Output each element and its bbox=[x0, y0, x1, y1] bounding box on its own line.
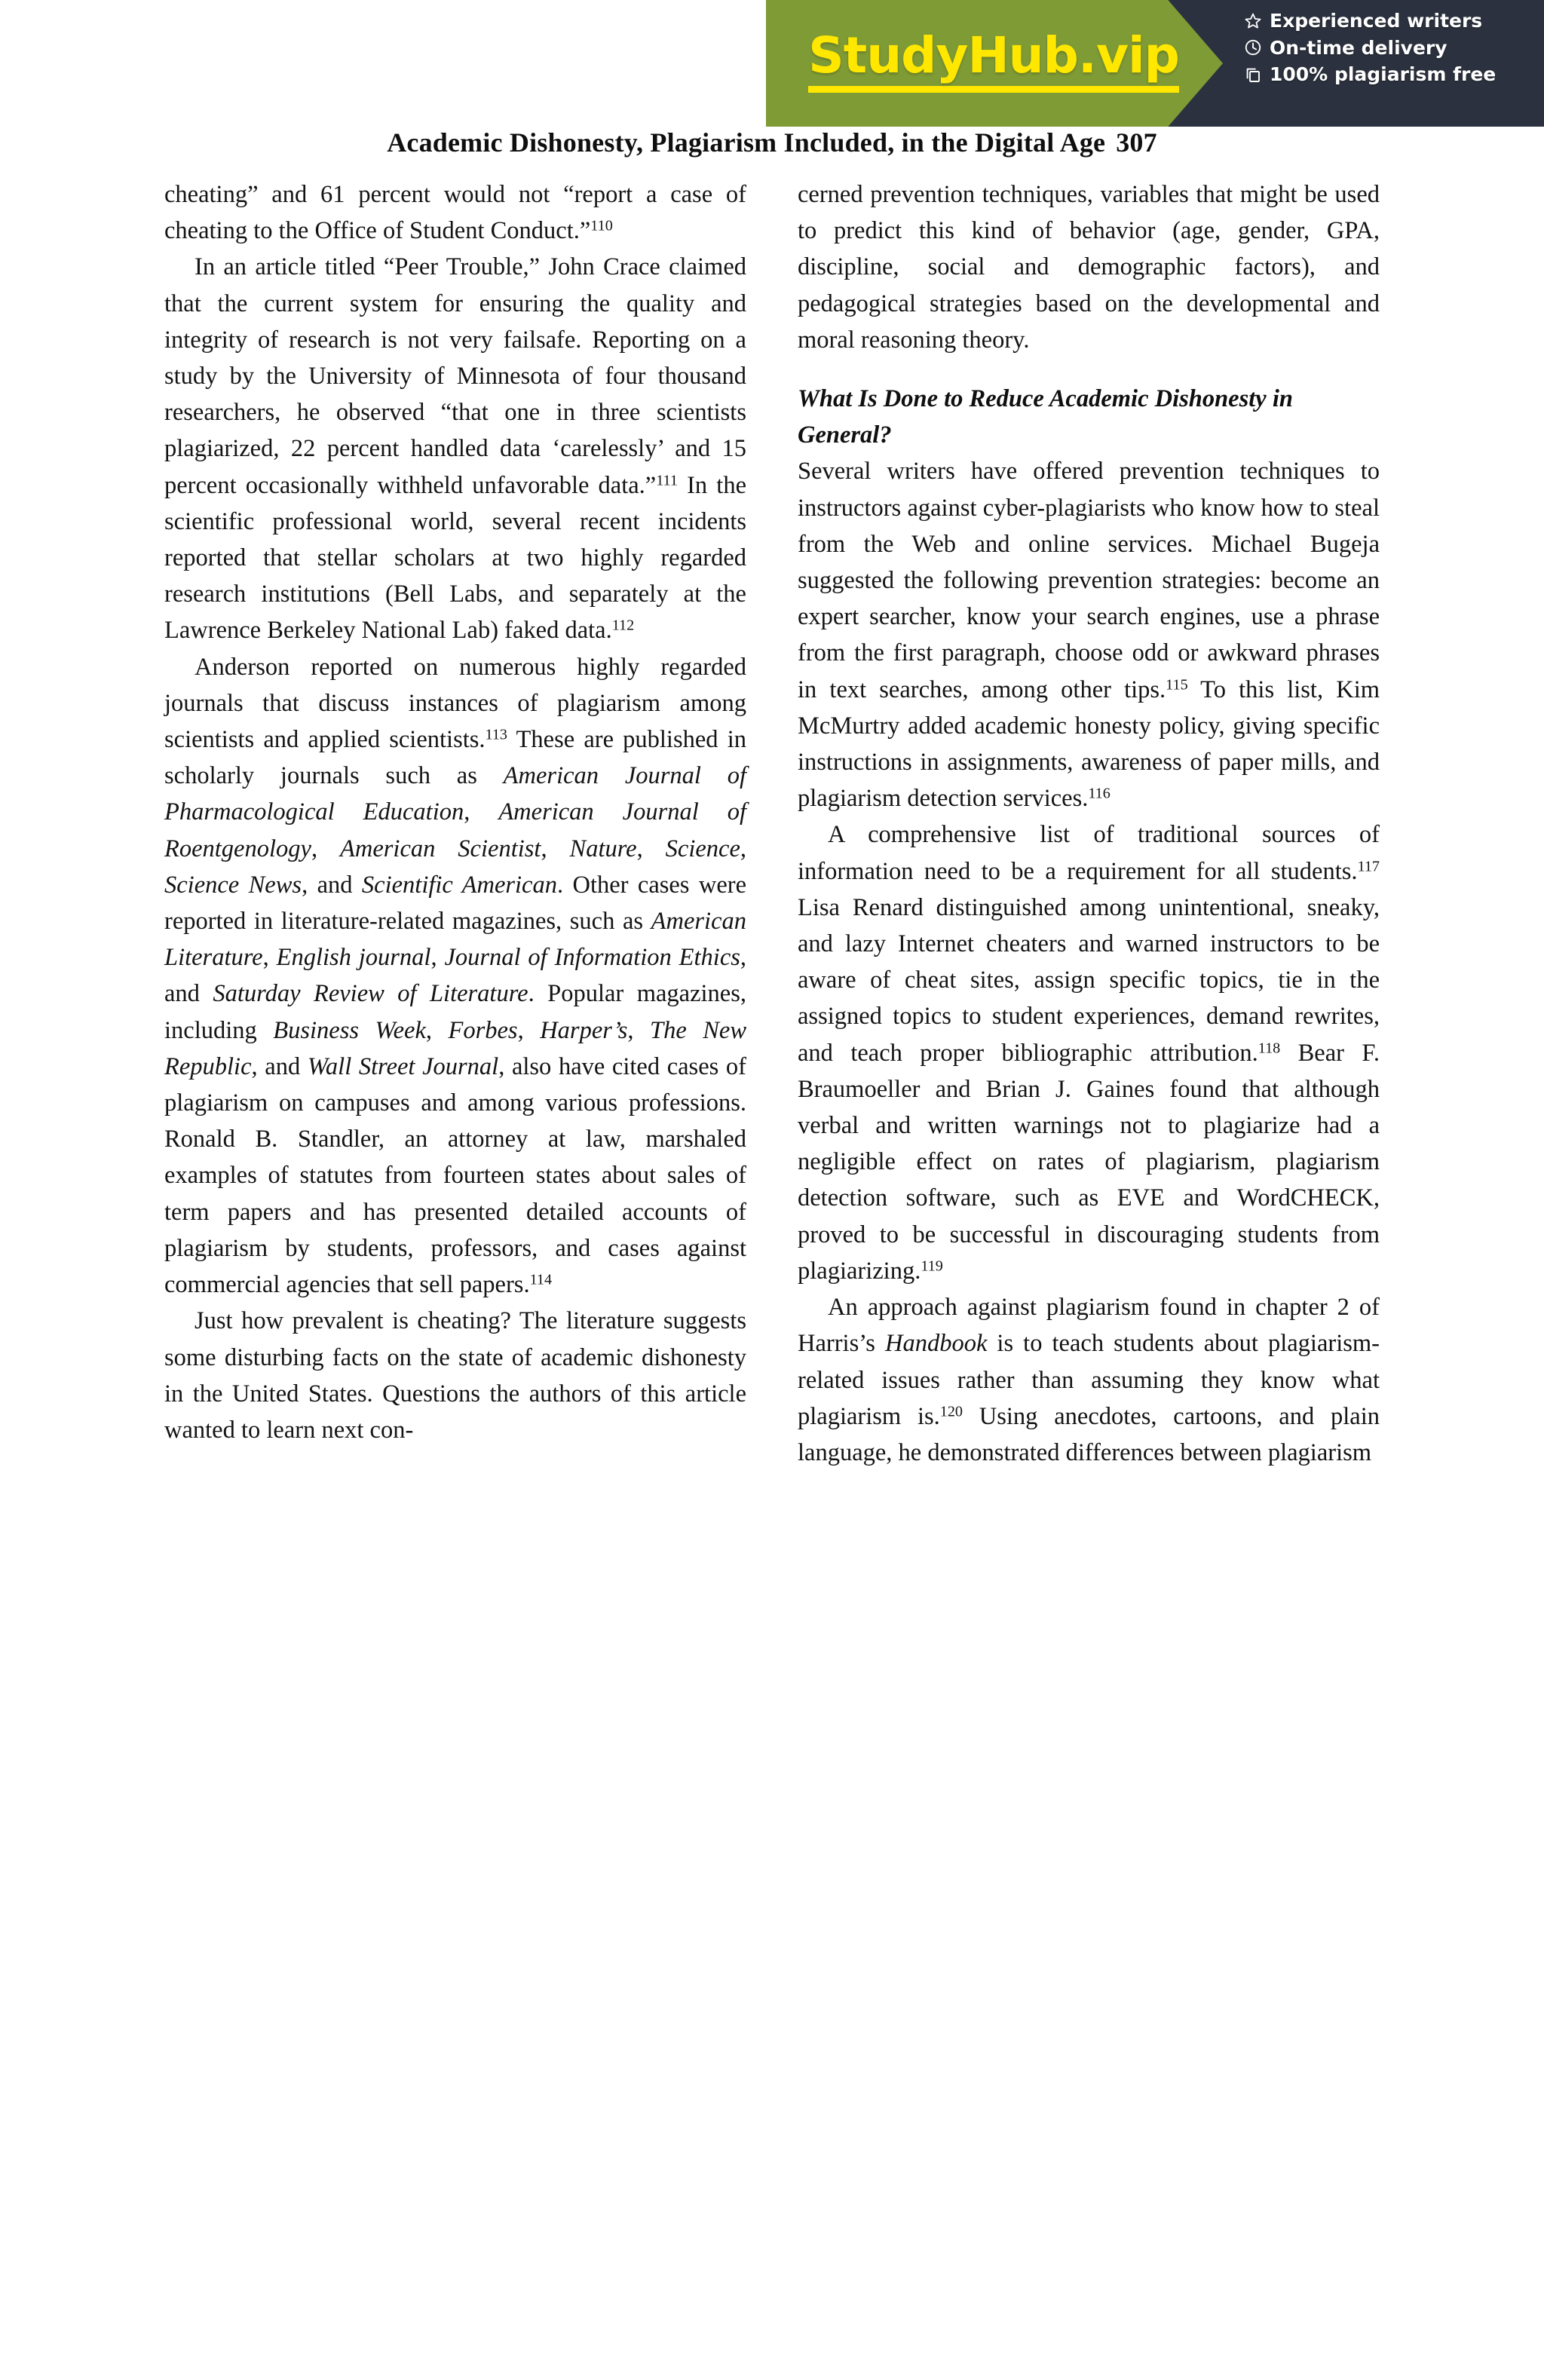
journal-title: American Literature bbox=[164, 908, 746, 972]
journal-title: Science News bbox=[164, 871, 302, 899]
clock-icon bbox=[1244, 38, 1262, 57]
watermark-feature-label: 100% plagiarism free bbox=[1270, 63, 1497, 85]
magazine-title: Wall Street Journal bbox=[307, 1052, 499, 1080]
section-subheading: What Is Done to Reduce Academic Dishonesty in General? bbox=[798, 385, 1293, 449]
journal-title: English journal bbox=[276, 944, 431, 972]
paragraph-continuation bbox=[798, 176, 1380, 358]
footnote-ref-119: 119 bbox=[921, 1257, 943, 1275]
paragraph-text: These are published in scholarly journals such as bbox=[164, 726, 746, 790]
journal-title: Journal of Information Ethics bbox=[444, 944, 740, 972]
page-body bbox=[164, 176, 1380, 1471]
watermark-feature-item bbox=[1244, 64, 1530, 85]
footnote-ref-115: 115 bbox=[1166, 676, 1188, 694]
paragraph-text: , bbox=[430, 944, 445, 972]
footnote-ref-117: 117 bbox=[1357, 858, 1380, 875]
paragraph-text: cerned prevention techniques, variables that might be used to predict this kind of behavior (age, gender, GPA, discipline, social and demographic factors), and pedagogical strategies based on the developmental and moral reasoning theory. bbox=[798, 181, 1380, 354]
watermark-feature-item bbox=[1244, 38, 1530, 59]
footnote-ref-111: 111 bbox=[656, 472, 678, 489]
paragraph-text: , bbox=[740, 835, 747, 862]
journal-title: Scientific American bbox=[361, 871, 557, 899]
running-head-title: Academic Dishonesty, Plagiarism Included, in the Digital Age bbox=[387, 127, 1106, 158]
left-text-column bbox=[164, 176, 746, 1471]
journal-title: American Scientist bbox=[340, 835, 541, 862]
magazine-title: Harper’s bbox=[540, 1016, 628, 1044]
paragraph-text: cheating” and 61 percent would not “report a case of cheating to the Office of Student Conduct.” bbox=[164, 181, 746, 245]
paragraph-text: , and bbox=[251, 1052, 308, 1080]
paragraph-text: . Other cases were reported in literature-related magazines, such as bbox=[164, 871, 746, 936]
magazine-title: The New Republic bbox=[164, 1016, 747, 1080]
journal-title: American Journal of Pharmacological Education bbox=[164, 762, 746, 826]
footnote-ref-120: 120 bbox=[939, 1403, 963, 1420]
paragraph-text: , bbox=[311, 835, 341, 862]
paragraph-prevention-techniques bbox=[798, 453, 1380, 816]
paragraph-text: Anderson reported on numerous highly regarded journals that discuss instances of plagiarism among scientists and applied scientists. bbox=[164, 653, 746, 754]
paragraph-text: In an article titled “Peer Trouble,” John Crace claimed that the current system for ensuring the quality and integrity of research is not very failsafe. Reporting on a study by the University of Minnesota of four thousand researchers, he observed “that one in three scientists plagiarized, 22 percent handled data ‘carelessly’ and 15 percent occasionally withheld unfavorable data.” bbox=[164, 253, 746, 499]
paragraph-text: , and bbox=[302, 871, 362, 899]
paragraph-text: , bbox=[636, 835, 666, 862]
page-number: 307 bbox=[1116, 127, 1157, 158]
paragraph-text: , also have cited cases of plagiarism on campuses and among various professions. Ronald B. Standler, an attorney at law, marshaled examples of statutes from fourteen states about sales of term papers and has presented detailed accounts of plagiarism by students, professors, and cases against commercial agencies that sell papers. bbox=[164, 1052, 746, 1299]
paragraph-text: Several writers have offered prevention techniques to instructors against cyber-plagiarists who know how to steal from the Web and online services. Michael Bugeja suggested the following prevention strategies: become an expert searcher, know your search engines, use a phrase from the first paragraph, choose odd or awkward phrases in text searches, among other tips. bbox=[798, 458, 1380, 703]
copy-icon bbox=[1244, 66, 1262, 84]
paragraph-prevalence bbox=[164, 1303, 746, 1448]
paragraph-text: is to teach students about plagiarism-related issues rather than assuming they know what plagiarism is. bbox=[798, 1330, 1380, 1430]
studyhub-watermark-banner bbox=[766, 0, 1544, 127]
paragraph-text: Bear F. Braumoeller and Brian J. Gaines found that although verbal and written warnings not to plagiarize had a negligible effect on rates of plagiarism, plagiarism detection software, such as EVE and WordCHECK, proved to be successful in discouraging students from plagiarizing. bbox=[798, 1039, 1380, 1285]
magazine-title: Business Week bbox=[273, 1016, 426, 1044]
watermark-logo bbox=[783, 5, 1205, 118]
paragraph-text: Just how prevalent is cheating? The literature suggests some disturbing facts on the state of academic dishonesty in the United States. Questions the authors of this article wanted to learn next con- bbox=[164, 1307, 746, 1444]
paragraph-text: In the scientific professional world, several recent incidents reported that stellar scholars at two highly regarded research institutions (Bell Labs, and separately at the Lawrence Berkeley National Lab) faked data. bbox=[164, 471, 747, 645]
watermark-feature-item bbox=[1244, 11, 1530, 32]
watermark-logo-text: StudyHub.vip bbox=[808, 31, 1179, 93]
paragraph-text: , and bbox=[164, 944, 747, 1008]
right-text-column bbox=[798, 176, 1380, 1471]
paragraph-text: A comprehensive list of traditional sources of information need to be a requirement for all students. bbox=[798, 821, 1380, 885]
paragraph-anderson bbox=[164, 649, 746, 1303]
paragraph-text: , bbox=[517, 1016, 541, 1044]
book-title: Handbook bbox=[884, 1330, 988, 1358]
paragraph-text: An approach against plagiarism found in chapter 2 of Harris’s bbox=[798, 1294, 1380, 1358]
journal-title: Nature bbox=[569, 835, 637, 862]
running-head bbox=[0, 127, 1544, 158]
paragraph-text: Lisa Renard distinguished among unintentional, sneaky, and lazy Internet cheaters and warned instructors to be aware of cheat sites, assign specific topics, tie in the assigned topics to student experiences, demand rewrites, and teach proper bibliographic attribution. bbox=[798, 893, 1380, 1067]
paragraph-peer-trouble bbox=[164, 249, 746, 648]
watermark-feature-label: Experienced writers bbox=[1270, 10, 1483, 32]
footnote-ref-110: 110 bbox=[590, 217, 613, 234]
footnote-ref-118: 118 bbox=[1258, 1040, 1281, 1057]
watermark-feature-list bbox=[1244, 11, 1530, 85]
footnote-ref-116: 116 bbox=[1088, 785, 1111, 802]
journal-title: Science bbox=[665, 835, 740, 862]
footnote-ref-114: 114 bbox=[529, 1271, 553, 1288]
paragraph-text: , bbox=[464, 798, 499, 826]
journal-title: Saturday Review of Literature bbox=[213, 980, 528, 1008]
watermark-feature-label: On-time delivery bbox=[1270, 36, 1448, 59]
paragraph-comprehensive-list bbox=[798, 816, 1380, 1289]
paragraph-text: , bbox=[425, 1016, 449, 1044]
paragraph-text: , bbox=[541, 835, 570, 862]
footnote-ref-112: 112 bbox=[611, 617, 635, 634]
paragraph-harris-handbook bbox=[798, 1289, 1380, 1471]
footnote-ref-113: 113 bbox=[485, 726, 507, 743]
paragraph-continuation bbox=[164, 176, 746, 249]
magazine-title: Forbes bbox=[448, 1016, 518, 1044]
paragraph-text: . Popular magazines, including bbox=[164, 980, 746, 1044]
paragraph-text: , bbox=[627, 1016, 651, 1044]
paragraph-text: To this list, Kim McMurtry added academic honesty policy, giving specific instructions in assignments, awareness of paper mills, and plagiarism detection services. bbox=[798, 675, 1380, 813]
paragraph-text: , bbox=[262, 944, 277, 972]
star-icon bbox=[1244, 12, 1262, 30]
paragraph-text: Using anecdotes, cartoons, and plain language, he demonstrated differences between plagiarism bbox=[798, 1402, 1380, 1466]
journal-title: American Journal of Roentgenology bbox=[164, 798, 747, 862]
